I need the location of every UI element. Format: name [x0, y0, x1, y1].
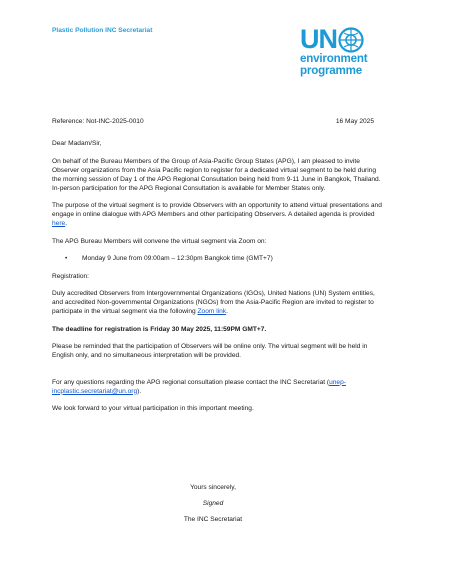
reference-number: Reference: Not-INC-2025-0010: [52, 118, 144, 125]
un-globe-emblem-icon: [338, 27, 364, 53]
logo-un-text: UN: [300, 24, 337, 54]
signatory: The INC Secretariat: [183, 516, 243, 523]
secretariat-email-link[interactable]: unep-incplastic.secretariat@un.org: [52, 378, 346, 395]
letter-closing: [52, 483, 374, 531]
paragraph-registration: Duly accredited Observers from Intergovernmental Organizations (IGOs), United Nations (UN) System entities, and accredited Non-governmental Organizations (NGOs) from the Asia-Pacific Region are invited to register to participate in the virtual segment via the following Zoom link.: [52, 290, 375, 315]
logo-programme-text: programme: [300, 64, 362, 77]
signature: Signed: [202, 500, 224, 507]
reference-row: [52, 118, 374, 125]
deadline-notice: The deadline for registration is Friday 30 May 2025, 11:59PM GMT+7.: [52, 325, 267, 333]
paragraph-closing-remark: We look forward to your virtual participation in this important meeting.: [52, 405, 254, 412]
paragraph-invitation: On behalf of the Bureau Members of the Group of Asia-Pacific Group States (APG), I am pleased to invite Observer organizations from the Asia Pacific region to register for a dedicated virtual segment to be held during the morning session of Day 1 of the APG Regional Consultation being held from 9-11 June in Bangkok, Thailand. In-person participation for the APG Regional Consultation is available for Member States only.: [52, 157, 381, 192]
paragraph-online-only: Please be reminded that the participation of Observers will be online only. The virtual segment will be held in English only, and no simultaneous interpretation will be provided.: [52, 343, 368, 359]
paragraph-convene: The APG Bureau Members will convene the virtual segment via Zoom on:: [52, 237, 267, 245]
zoom-link[interactable]: Zoom link: [197, 308, 227, 315]
bullet-dot: •: [65, 255, 68, 262]
paragraph-contact: For any questions regarding the APG regional consultation please contact the INC Secretariat (unep-incplastic.secretariat@un.org).: [52, 378, 346, 395]
letter-body: [52, 139, 384, 422]
unep-logo: [300, 26, 400, 77]
logo-environment-text: environment: [300, 52, 368, 65]
paragraph-purpose: The purpose of the virtual segment is to provide Observers with an opportunity to attend virtual presentations and engage in online dialogue with APG Members and other participating Observers. A detailed agenda is provided here.: [52, 202, 382, 227]
schedule-text: Monday 9 June from 09:00am – 12:30pm Bangkok time (GMT+7): [82, 255, 273, 262]
registration-heading: Registration:: [52, 272, 90, 280]
salutation: Dear Madam/Sir,: [52, 140, 102, 147]
agenda-link[interactable]: here: [52, 220, 66, 227]
schedule-bullet: [52, 254, 384, 263]
letter-date: 16 May 2025: [335, 118, 374, 125]
secretariat-heading: Plastic Pollution INC Secretariat: [52, 27, 153, 34]
regards: Yours sincerely,: [190, 484, 236, 491]
